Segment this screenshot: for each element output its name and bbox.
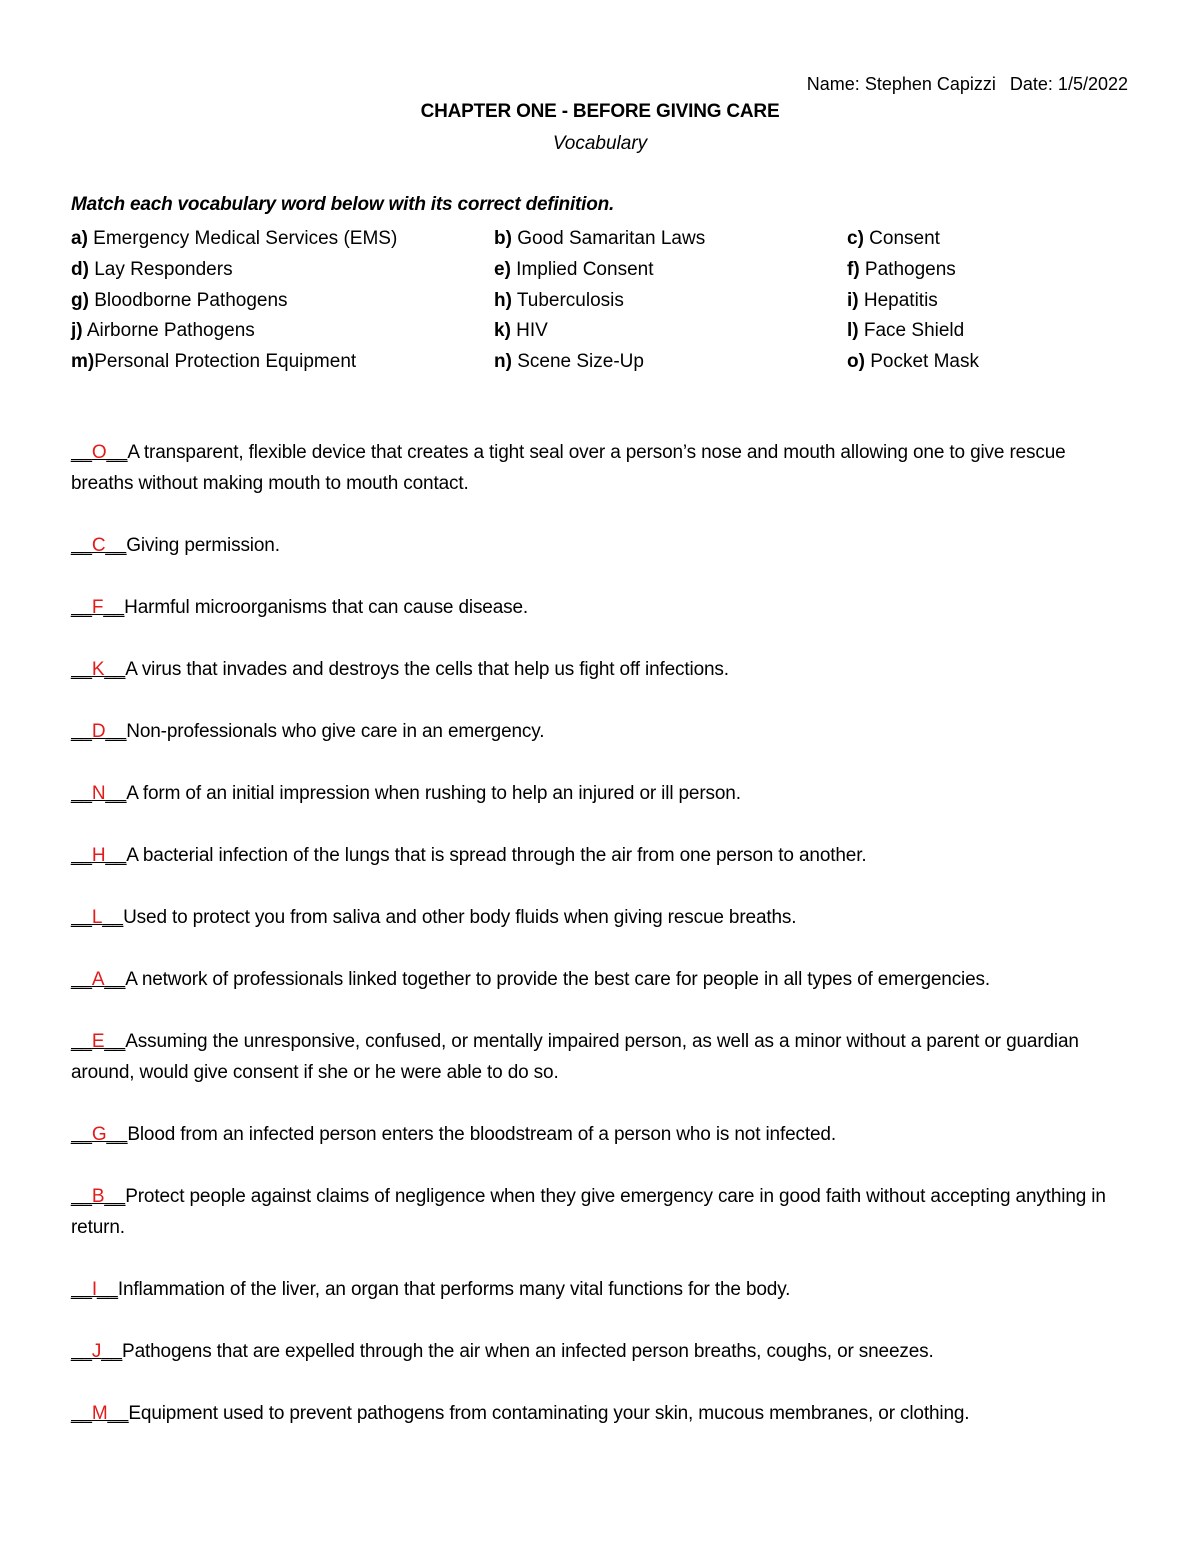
answer-blank-suffix: __ [104, 1031, 126, 1052]
answer-blank-prefix: __ [71, 597, 92, 618]
vocabulary-term [71, 316, 255, 347]
definition-list [71, 437, 1131, 1460]
vocabulary-term [71, 347, 356, 378]
answer-blank-prefix: __ [71, 1031, 92, 1052]
vocabulary-row [71, 255, 1131, 286]
definition-text: A virus that invades and destroys the cells that help us fight off infections. [125, 659, 729, 680]
vocabulary-term-text: Pathogens [859, 258, 956, 280]
vocabulary-letter: m) [71, 351, 95, 373]
definition-item [71, 902, 1131, 933]
answer-blank-suffix: __ [104, 969, 126, 990]
vocabulary-term [71, 286, 288, 317]
answer-blank-prefix: __ [71, 969, 92, 990]
answer-letter: G [91, 1124, 107, 1145]
answer-blank-suffix: __ [104, 1186, 126, 1207]
answer-letter: C [91, 535, 106, 556]
vocabulary-letter: a) [71, 228, 88, 249]
vocabulary-term-text: Implied Consent [510, 258, 654, 280]
definition-text: A bacterial infection of the lungs that is spread through the air from one person to another. [126, 845, 867, 866]
definition-item [71, 840, 1131, 871]
vocabulary-letter: h) [494, 289, 512, 311]
definition-item [71, 530, 1131, 561]
student-name: Name: Stephen Capizzi [806, 74, 996, 94]
answer-blank-suffix: __ [106, 1124, 128, 1145]
answer-blank-prefix: __ [71, 442, 92, 463]
definition-text: A transparent, flexible device that creates a tight seal over a person’s nose and mouth allowing one to give rescue breaths without making mouth to mouth contact. [71, 442, 1066, 494]
vocabulary-letter: n) [494, 351, 512, 373]
definition-item [71, 716, 1131, 747]
definition-item [71, 964, 1131, 995]
answer-letter: A [91, 969, 105, 990]
answer-blank-suffix: __ [105, 783, 127, 804]
name-date-line [807, 74, 1128, 95]
vocabulary-letter: e) [494, 258, 511, 280]
answer-letter: I [91, 1279, 97, 1300]
answer-blank-suffix: __ [105, 845, 127, 866]
vocabulary-letter: o) [847, 351, 865, 373]
definition-item [71, 1026, 1131, 1088]
vocabulary-row [71, 347, 1131, 378]
answer-letter: H [91, 845, 106, 866]
vocabulary-term-text: Bloodborne Pathogens [88, 289, 288, 311]
definition-item [71, 1274, 1131, 1305]
definition-item [71, 1119, 1131, 1150]
definition-item [71, 1181, 1131, 1243]
answer-blank-prefix: __ [71, 1341, 92, 1362]
answer-letter: F [91, 597, 104, 618]
vocabulary-list [71, 224, 1131, 378]
answer-blank-prefix: __ [71, 783, 92, 804]
vocabulary-term-text: Pocket Mask [864, 351, 979, 373]
definition-text: Equipment used to prevent pathogens from contaminating your skin, mucous membranes, or clothing. [128, 1403, 970, 1424]
vocabulary-term [494, 316, 548, 347]
definition-item [71, 437, 1131, 499]
definition-text: Harmful microorganisms that can cause disease. [124, 597, 529, 618]
answer-blank-prefix: __ [71, 535, 92, 556]
vocabulary-term [494, 286, 624, 317]
answer-letter: N [91, 783, 106, 804]
definition-text: Assuming the unresponsive, confused, or mentally impaired person, as well as a minor without a parent or guardian around, would give consent if she or he were able to do so. [71, 1031, 1079, 1083]
answer-letter: E [91, 1031, 105, 1052]
answer-blank-suffix: __ [101, 1341, 123, 1362]
definition-text: Inflammation of the liver, an organ that performs many vital functions for the body. [117, 1279, 791, 1300]
vocabulary-term [494, 347, 644, 378]
definition-item [71, 1398, 1131, 1429]
vocabulary-letter: i) [847, 289, 859, 311]
answer-blank-prefix: __ [71, 1124, 92, 1145]
answer-blank-prefix: __ [71, 721, 92, 742]
vocabulary-letter: d) [71, 258, 89, 280]
definition-text: Giving permission. [126, 535, 280, 556]
vocabulary-term-text: Good Samaritan Laws [511, 228, 706, 249]
vocabulary-row [71, 286, 1131, 317]
answer-letter: B [91, 1186, 105, 1207]
answer-blank-suffix: __ [107, 1403, 129, 1424]
vocabulary-letter: f) [847, 258, 860, 280]
vocabulary-term-text: Consent [863, 228, 940, 249]
vocabulary-letter: k) [494, 320, 511, 342]
definition-text: Used to protect you from saliva and other body fluids when giving rescue breaths. [123, 907, 797, 928]
vocabulary-term-text: Emergency Medical Services (EMS) [87, 228, 398, 249]
vocabulary-term-text: Tuberculosis [511, 289, 624, 311]
vocabulary-term [71, 224, 397, 255]
definition-text: A form of an initial impression when rushing to help an injured or ill person. [126, 783, 741, 804]
answer-letter: O [91, 442, 107, 463]
vocabulary-term [847, 347, 979, 378]
answer-blank-prefix: __ [71, 845, 92, 866]
vocabulary-term [494, 224, 705, 255]
instructions: Match each vocabulary word below with its correct definition. [71, 194, 615, 215]
vocabulary-term-text: Airborne Pathogens [82, 320, 255, 342]
answer-blank-suffix: __ [96, 1279, 118, 1300]
vocabulary-term [847, 224, 940, 255]
answer-blank-prefix: __ [71, 659, 92, 680]
answer-blank-suffix: __ [105, 721, 127, 742]
vocabulary-term [847, 286, 938, 317]
vocabulary-term [494, 255, 653, 286]
answer-blank-prefix: __ [71, 907, 92, 928]
answer-blank-prefix: __ [71, 1186, 92, 1207]
vocabulary-term-text: Scene Size-Up [511, 351, 644, 373]
page-title: CHAPTER ONE - BEFORE GIVING CARE [420, 101, 780, 122]
vocabulary-letter: c) [847, 228, 864, 249]
answer-blank-suffix: __ [105, 535, 127, 556]
vocabulary-letter: j) [71, 320, 83, 342]
answer-blank-suffix: __ [102, 907, 124, 928]
vocabulary-letter: g) [71, 289, 89, 311]
definition-text: Non-professionals who give care in an emergency. [126, 721, 545, 742]
vocabulary-letter: l) [847, 320, 859, 342]
answer-letter: M [91, 1403, 108, 1424]
date-field: Date: 1/5/2022 [1009, 74, 1128, 94]
vocabulary-row [71, 316, 1131, 347]
definition-item [71, 778, 1131, 809]
vocabulary-term [71, 255, 233, 286]
page-subtitle: Vocabulary [552, 133, 648, 154]
answer-letter: L [91, 907, 103, 928]
definition-item [71, 592, 1131, 623]
definition-text: A network of professionals linked together to provide the best care for people in all types of emergencies. [125, 969, 991, 990]
definition-text: Protect people against claims of negligence when they give emergency care in good faith without accepting anything in return. [71, 1186, 1106, 1238]
vocabulary-term-text: Face Shield [858, 320, 965, 342]
answer-letter: D [91, 721, 106, 742]
vocabulary-letter: b) [494, 228, 512, 249]
answer-blank-suffix: __ [103, 597, 125, 618]
answer-blank-prefix: __ [71, 1279, 92, 1300]
vocabulary-term [847, 255, 956, 286]
definition-item [71, 1336, 1131, 1367]
answer-blank-suffix: __ [106, 442, 128, 463]
answer-blank-suffix: __ [104, 659, 126, 680]
vocabulary-term-text: Hepatitis [858, 289, 938, 311]
vocabulary-term [847, 316, 964, 347]
vocabulary-term-text: HIV [510, 320, 548, 342]
vocabulary-term-text: Lay Responders [88, 258, 233, 280]
definition-text: Blood from an infected person enters the bloodstream of a person who is not infected. [127, 1124, 836, 1145]
vocabulary-row [71, 224, 1131, 255]
answer-letter: K [91, 659, 105, 680]
definition-item [71, 654, 1131, 685]
answer-blank-prefix: __ [71, 1403, 92, 1424]
definition-text: Pathogens that are expelled through the air when an infected person breaths, coughs, or sneezes. [122, 1341, 934, 1362]
vocabulary-term-text: Personal Protection Equipment [94, 351, 357, 373]
answer-letter: J [91, 1341, 102, 1362]
